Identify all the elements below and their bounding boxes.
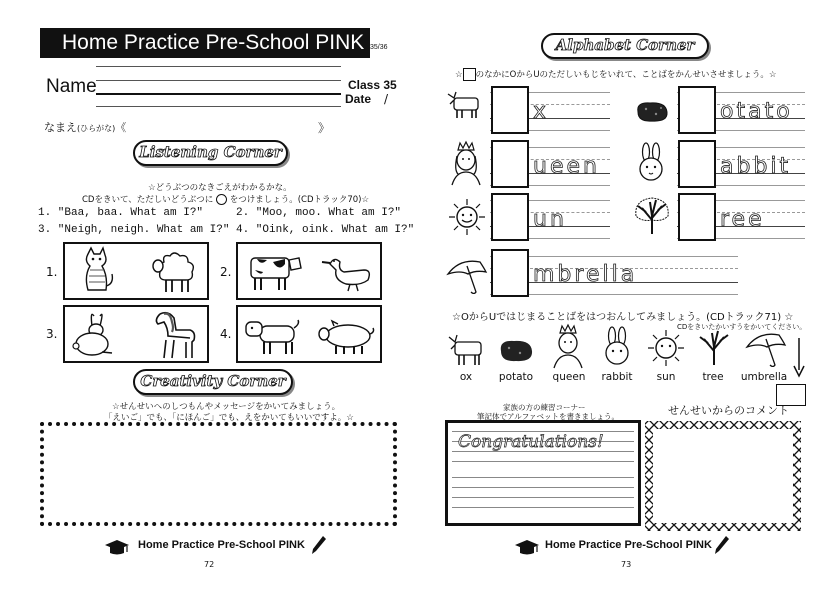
- listening-instruction-2a: CDをきいて、ただしいどうぶつに: [82, 195, 214, 205]
- arrow-down-icon: [793, 336, 805, 380]
- sun-icon: [647, 329, 685, 367]
- guide-line: [452, 477, 634, 478]
- alphabet-corner-title: Alphabet Corner: [541, 33, 709, 59]
- family-corner-label: 家族の方の練習コーナー: [503, 403, 586, 412]
- vocab-umbrella: umbrella: [740, 371, 788, 383]
- trace-word-rabbit: abbit: [720, 154, 792, 179]
- answer-number-2: 2.: [220, 265, 232, 279]
- letter-box-sun[interactable]: [491, 193, 529, 241]
- listening-instruction-2: [82, 193, 369, 205]
- cursive-sample: Congratulations!: [458, 432, 604, 452]
- answer-number-4: 4.: [220, 327, 232, 341]
- message-drawing-area[interactable]: [40, 422, 397, 526]
- name-label: Name: [46, 76, 97, 97]
- sun-icon: [448, 198, 486, 236]
- footer-title: Home Practice Pre-School PINK: [138, 539, 305, 551]
- question-1: 1. "Baa, baa. What am I?": [38, 207, 204, 219]
- letter-box-potato[interactable]: [678, 86, 716, 134]
- vocab-tree: tree: [702, 371, 724, 383]
- phonics-instruction: ☆OからUではじまることばをはつおんしてみましょう。(CDトラック71) ☆: [452, 312, 794, 323]
- question-2: 2. "Moo, moo. What am I?": [236, 207, 402, 219]
- question-4: 4. "Oink, oink. What am I?": [236, 224, 415, 236]
- letter-box-ox[interactable]: [491, 86, 529, 134]
- vocab-sun: sun: [656, 371, 676, 383]
- duck-icon[interactable]: [320, 250, 376, 292]
- dog-icon[interactable]: [244, 316, 302, 356]
- cow-icon[interactable]: [245, 250, 303, 292]
- letter-box-rabbit[interactable]: [678, 140, 716, 188]
- tree-icon: [694, 327, 734, 367]
- pig-icon[interactable]: [318, 318, 376, 356]
- creativity-instruction-1: ☆せんせいへのしつもんやメッセージをかいてみましょう。: [112, 402, 341, 412]
- letter-box-tree[interactable]: [678, 193, 716, 241]
- alphabet-instruction-text: のなかにOからUのただしいもじをいれて、ことばをかんせいさせましょう。☆: [475, 70, 777, 80]
- namae-close-bracket: 》: [318, 121, 331, 135]
- page-number: 72: [204, 560, 215, 569]
- trace-word-tree: ree: [720, 207, 765, 232]
- name-guide-line: [96, 66, 341, 67]
- trace-word-queen: ueen: [533, 154, 600, 179]
- pencil-icon: [714, 535, 730, 555]
- header-bar: [40, 28, 370, 58]
- answer-square-icon: [463, 68, 476, 81]
- footer-title-right: Home Practice Pre-School PINK: [545, 539, 712, 551]
- teacher-comment-label: せんせいからのコメント: [668, 404, 789, 417]
- cd-count-instruction: CDをきいたかいすうをかいてください。: [677, 323, 807, 331]
- horse-icon[interactable]: [150, 308, 200, 360]
- rabbit-icon: [636, 142, 666, 182]
- queen-icon: [550, 323, 586, 369]
- namae-open-bracket: 《: [115, 121, 127, 134]
- creativity-instruction-2: 「えいご」でも、「にほんご」でも、えをかいてもいいですよ。☆: [104, 413, 354, 423]
- graduation-cap-icon: [514, 538, 540, 556]
- creativity-corner-title: Creativity Corner: [133, 369, 293, 395]
- listening-corner-title: Listening Corner: [133, 140, 288, 166]
- answer-number-1: 1.: [46, 265, 58, 279]
- header-title: Home Practice Pre-School PINK: [62, 31, 365, 54]
- sheep-icon[interactable]: [150, 250, 200, 294]
- tree-icon: [632, 196, 672, 236]
- namae-label: [44, 119, 126, 135]
- vocab-rabbit: rabbit: [601, 371, 633, 383]
- potato-icon: [497, 338, 535, 364]
- alphabet-instruction-star: ☆: [455, 70, 463, 80]
- graduation-cap-icon: [104, 538, 130, 556]
- date-label: Date: [345, 92, 372, 106]
- vocab-ox: ox: [459, 371, 473, 383]
- potato-icon: [634, 100, 670, 124]
- answer-number-3: 3.: [46, 327, 58, 341]
- guide-line: [452, 461, 634, 462]
- umbrella-icon: [745, 331, 787, 367]
- vocab-queen: queen: [552, 371, 586, 383]
- trace-word-potato: otato: [720, 99, 793, 124]
- letter-box-umbrella[interactable]: [491, 249, 529, 297]
- name-guide-line: [96, 80, 341, 81]
- listening-instruction-2b: をつけましょう。(CDトラック70)☆: [229, 195, 370, 205]
- alphabet-instruction: [455, 68, 777, 81]
- question-3: 3. "Neigh, neigh. What am I?": [38, 224, 230, 236]
- circle-mark-icon: [216, 194, 227, 205]
- header-number: 35/36: [370, 44, 388, 51]
- cat-icon[interactable]: [78, 246, 118, 296]
- umbrella-icon: [446, 258, 488, 294]
- page-number-right: 73: [621, 560, 632, 569]
- guide-line: [452, 507, 634, 508]
- namae-hint: (ひらがな): [77, 124, 116, 133]
- trace-word-sun: un: [533, 207, 567, 232]
- queen-icon: [448, 140, 484, 186]
- teacher-comment-box[interactable]: [644, 420, 802, 532]
- family-corner-instruction: 筆記体でアルファベットを書きましょう。: [477, 412, 620, 421]
- listening-instruction-1: ☆どうぶつのなきごえがわかるかな。: [148, 183, 292, 193]
- guide-line: [452, 487, 634, 488]
- class-label: Class 35: [348, 78, 397, 92]
- rabbit-icon[interactable]: [72, 312, 116, 358]
- name-guide-line: [96, 106, 341, 107]
- rabbit-icon: [602, 326, 632, 366]
- letter-box-queen[interactable]: [491, 140, 529, 188]
- trace-word-ox: x: [533, 99, 550, 124]
- pencil-icon: [311, 535, 327, 555]
- ox-icon: [447, 333, 487, 367]
- trace-word-umbrella: mbrella: [533, 262, 638, 287]
- date-slash: /: [384, 92, 389, 106]
- namae-text: なまえ: [44, 121, 77, 134]
- guide-line: [452, 497, 634, 498]
- ox-icon: [446, 90, 484, 120]
- name-write-line[interactable]: [96, 93, 341, 95]
- vocab-potato: potato: [498, 371, 534, 383]
